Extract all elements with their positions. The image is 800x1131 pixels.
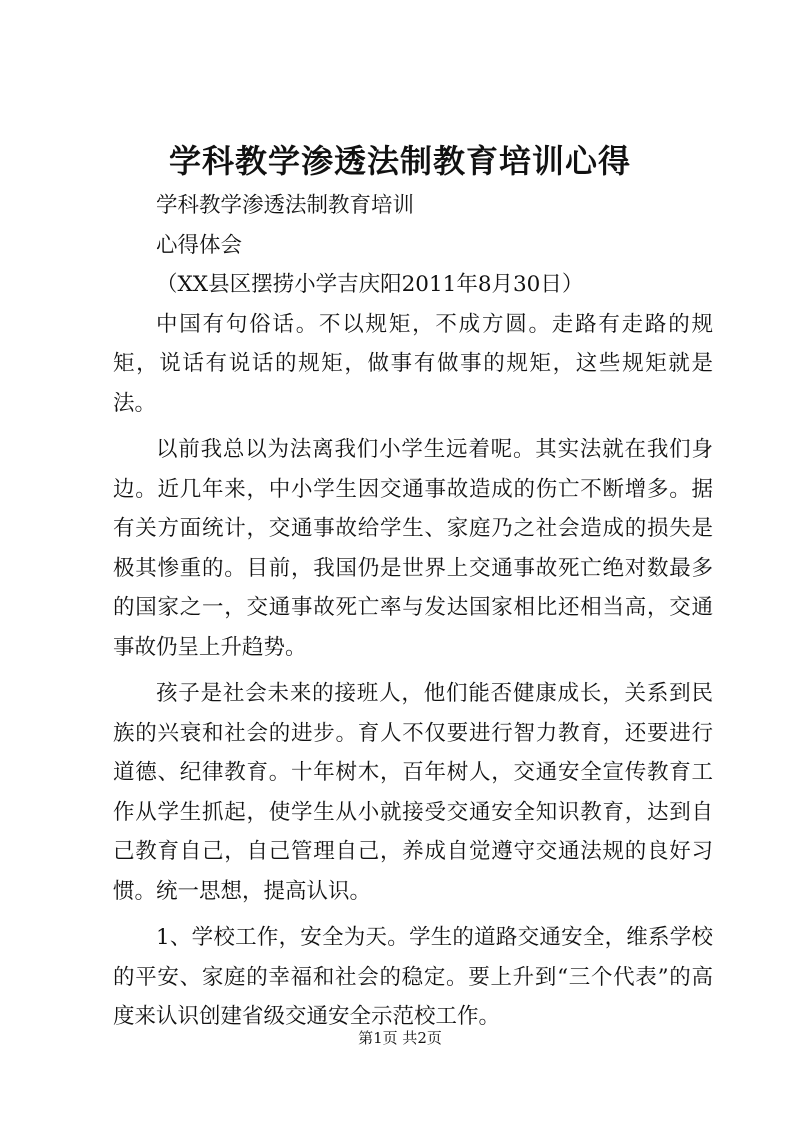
paragraph-4: 1、学校工作，安全为天。学生的道路交通安全，维系学校的平安、家庭的幸福和社会的稳定。要上升到“三个代表”的高度来认识创建省级交通安全示范校工作。 bbox=[113, 925, 713, 1029]
document-body bbox=[113, 186, 713, 1044]
subtitle-line-1: 学科教学渗透法制教育培训 bbox=[156, 193, 415, 218]
page-footer: 第1页 共2页 bbox=[358, 1029, 442, 1047]
subtitle-line-2: 心得体会 bbox=[156, 232, 243, 258]
paragraph-2: 以前我总以为法离我们小学生远着呢。其实法就在我们身边。近几年来，中小学生因交通事故造成的伤亡不断增多。据有关方面统计，交通事故给学生、家庭乃之社会造成的损失是极其惨重的。目前，我国仍是世界上交通事故死亡绝对数最多的国家之一，交通事故死亡率与发达国家相比还相当高，交通事故仍呈上升趋势。 bbox=[113, 437, 713, 660]
author-line: （XX县区摆捞小学吉庆阳2011年8月30日） bbox=[156, 272, 584, 297]
paragraph-3: 孩子是社会未来的接班人，他们能否健康成长，关系到民族的兴衰和社会的进步。育人不仅要进行智力教育，还要进行道德、纪律教育。十年树木，百年树人，交通安全宣传教育工作从学生抓起，使学生从小就接受交通安全知识教育，达到自己教育自己，自己管理自己，养成自觉遵守交通法规的良好习惯。统一思想，提高认识。 bbox=[113, 681, 713, 904]
document-title: 学科教学渗透法制教育培训心得 bbox=[168, 142, 631, 180]
paragraph-1: 中国有句俗话。不以规矩，不成方圆。走路有走路的规矩，说话有说话的规矩，做事有做事的规矩，这些规矩就是法。 bbox=[113, 311, 713, 416]
